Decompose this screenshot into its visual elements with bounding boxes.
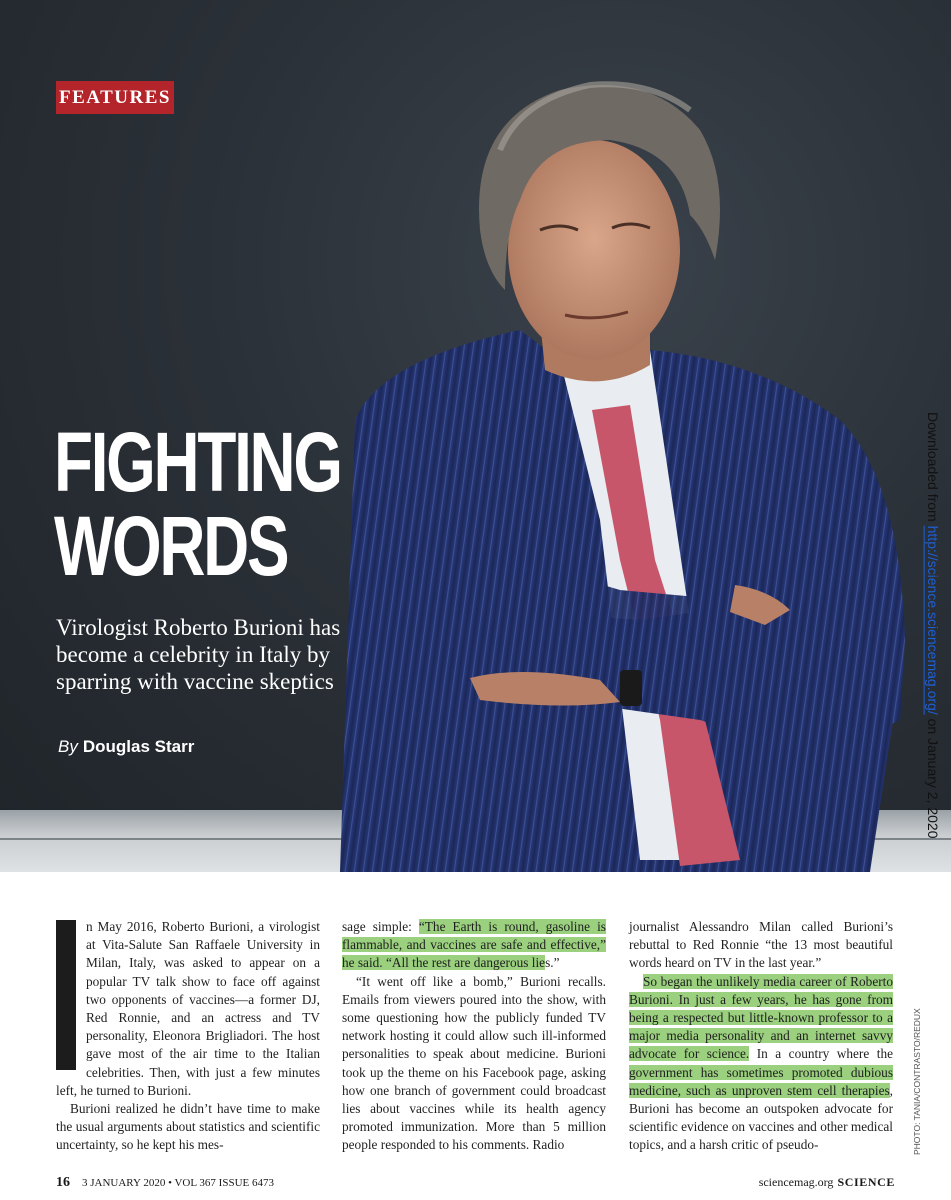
text-run: s.” [545, 955, 560, 971]
headline-line-2: WORDS [54, 499, 288, 593]
drop-cap: I [56, 920, 76, 1070]
article-paragraph [342, 918, 606, 973]
text-run: In a country where the [749, 1046, 893, 1062]
photo-credit: PHOTO: TANIA/CONTRASTO/REDUX [912, 1008, 922, 1155]
article-column-1 [56, 918, 320, 1155]
article-paragraph: journalist Alessandro Milan called Burioni’s rebuttal to Red Ronnie “the 13 most beautiful words heard on TV in the last year.” [629, 919, 893, 971]
article-paragraph: Burioni realized he didn’t have time to make the usual arguments about statistics and scientific uncertainty, so he kept his mes- [56, 1101, 320, 1153]
text-run: sage simple: [342, 919, 419, 934]
byline-prefix: By [58, 737, 78, 756]
footer-left [56, 1175, 274, 1191]
footer-site[interactable]: sciencemag.org [758, 1175, 834, 1189]
download-notice-link[interactable]: http://science.sciencemag.org/ [925, 525, 941, 715]
byline [58, 737, 194, 757]
face [508, 140, 680, 360]
highlighted-text: government has sometimes promoted dubious medicine, such as unproven stem cell therapies [629, 1064, 893, 1098]
text-run: , Burioni has become an outspoken advocate for scientific evidence on vaccines and other medical topics, and a harsh critic of pseudo- [629, 1082, 893, 1153]
download-notice-prefix: Downloaded from [925, 412, 941, 526]
download-notice-suffix: on January 2, 2020 [925, 714, 941, 839]
deck: Virologist Roberto Burioni has become a celebrity in Italy by sparring with vaccine skeptics [56, 615, 341, 694]
headline [54, 415, 341, 593]
article-column-3 [629, 918, 893, 1155]
article-paragraph [629, 973, 893, 1155]
article-paragraph: “It went off like a bomb,” Burioni recalls. Emails from viewers poured into the show, with some questioning how the publicly funded TV network hosting it could allow such ill-informed personalities to speak about medicine. Burioni took up the theme on his Facebook page, asking how one branch of government could broadcast lies about vaccines while its health agency promoted immunization. More than 5 million people responded to his comments. Radio [342, 973, 606, 1153]
section-tag: FEATURES [56, 81, 174, 114]
article-column-2 [342, 918, 606, 1155]
issue-info: 3 JANUARY 2020 • VOL 367 ISSUE 6473 [82, 1177, 274, 1189]
byline-author: Douglas Starr [82, 737, 195, 756]
highlighted-text: So began the unlikely media career of Roberto Burioni. In just a few years, he has gone from being a respected but little-known professor to a major media personality and an internet savvy advocate for science. [629, 973, 893, 1062]
footer-right [759, 1175, 895, 1190]
journal-name: SCIENCE [837, 1175, 895, 1189]
watch [620, 670, 642, 706]
download-notice [917, 412, 941, 839]
article-paragraph: n May 2016, Roberto Burioni, a virologist at Vita-Salute San Raffaele University in Milan, Italy, was asked to appear on a popular TV talk show to face off against two opponents of vaccines—a former DJ, Red Ronnie, and an actress and TV personality, Eleonora Brigliadori. The host gave most of the air time to the Italian celebrities. Then, with just a few minutes left, he turned to Burioni. [56, 919, 320, 1098]
highlighted-text: “The Earth is round, gasoline is flammable, and vaccines are safe and effective,” he said. “All the rest are dangerous lie [342, 919, 606, 971]
headline-line-1: FIGHTING [54, 415, 341, 509]
page-number: 16 [56, 1175, 70, 1190]
